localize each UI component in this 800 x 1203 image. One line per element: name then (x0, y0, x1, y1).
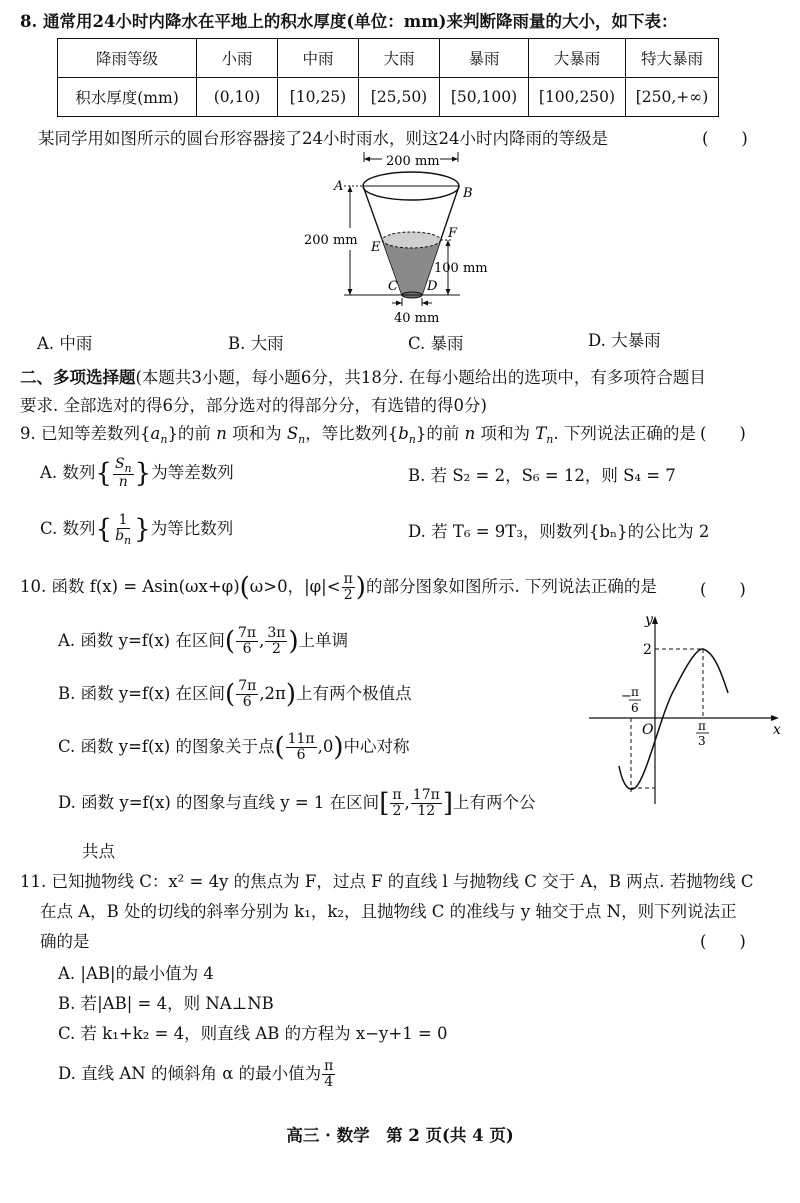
table-cell: 降雨等级 (58, 39, 197, 78)
q11-option-b: B. 若|AB| = 4，则 NA⊥NB (58, 994, 274, 1013)
q10-stem-post: 的部分图象如图所示. 下列说法正确的是 (365, 577, 657, 596)
q9-option-d: D. 若 T₆ = 9T₃，则数列{bₙ}的公比为 2 (408, 522, 710, 541)
q9-option-c-pre: C. 数列 (40, 519, 96, 538)
q9-answer-paren: ( ) (700, 424, 746, 443)
graph-y-label: y (645, 612, 653, 628)
q11-answer-paren: ( ) (700, 932, 746, 951)
table-cell: 暴雨 (440, 39, 529, 78)
q10-answer-paren: ( ) (700, 580, 746, 599)
bottom-width-label: 40 mm (394, 311, 440, 325)
q10-option-d-cont: 共点 (82, 842, 115, 861)
q10-option-a-post: 上单调 (298, 631, 349, 650)
q10-option-c-pre: C. 函数 y=f(x) 的图象关于点 (58, 737, 275, 756)
table-cell: 大雨 (359, 39, 440, 78)
q9-option-b: B. 若 S₂ = 2，S₆ = 12，则 S₄ = 7 (408, 466, 676, 485)
svg-text:6: 6 (631, 701, 639, 715)
q10-option-d-post: 上有两个公 (452, 793, 536, 812)
water-height-label: 100 mm (434, 261, 488, 276)
point-label-a: A (334, 179, 344, 194)
point-label-c: C (388, 279, 398, 294)
q10-option-a: A. 函数 y=f(x) 在区间( $\frac{7\pi}{6}$ , $\frac{3\pi}{2}$ )上单调 (58, 625, 349, 657)
q9-stem-part: }的前 (167, 424, 211, 443)
q9-option-c: C. 数列{ $\frac{1}{b_n}$ }为等比数列 (40, 511, 234, 547)
q10-option-d: D. 函数 y=f(x) 的图象与直线 y = 1 在区间[ $\frac{\pi}{2}$ , $\frac{17\pi}{12}$ ]上有两个公 (58, 787, 536, 819)
q9-option-a-pre: A. 数列 (40, 463, 96, 482)
table-cell: 大暴雨 (529, 39, 626, 78)
q10-option-c-post: 中心对称 (343, 737, 410, 756)
table-row (58, 39, 719, 78)
point-label-b: B (463, 186, 473, 201)
q11-line3: 确的是 (40, 932, 90, 951)
q8-option-b: B. 大雨 (228, 334, 284, 353)
q8-option-c: C. 暴雨 (408, 334, 464, 353)
q11-option-c: C. 若 k₁+k₂ = 4，则直线 AB 的方程为 x−y+1 = 0 (58, 1024, 448, 1043)
table-cell: 中雨 (278, 39, 359, 78)
table-cell: [25,50) (359, 78, 440, 117)
q9-option-c-post: 为等比数列 (150, 519, 234, 538)
svg-text:π: π (698, 719, 706, 733)
q9-stem-part: 项和为 (232, 424, 282, 443)
q9-stem-part: 9. 已知等差数列{ (20, 424, 151, 443)
table-cell: [100,250) (529, 78, 626, 117)
q8-answer-paren: ( ) (702, 129, 748, 148)
top-width-label: 200 mm (386, 154, 440, 169)
q10-option-d-pre: D. 函数 y=f(x) 的图象与直线 y = 1 在区间 (58, 793, 380, 812)
svg-text:−: − (621, 689, 632, 704)
q10-stem: 10. 函数 f(x) = Asin(ωx+φ)(ω>0，|φ|< $\frac{\pi}{2}$ )的部分图象如图所示. 下列说法正确的是 (20, 571, 657, 603)
point-label-d: D (427, 279, 438, 294)
table-cell: [50,100) (440, 78, 529, 117)
q11-line1: 11. 已知抛物线 C：x² = 4y 的焦点为 F，过点 F 的直线 l 与抛物线 C 交于 A，B 两点. 若抛物线 C (20, 872, 754, 891)
section2-line2: 要求. 全部选对的得6分，部分选对的得部分分，有选错的得0分) (20, 396, 487, 415)
q9-option-a-post: 为等差数列 (151, 463, 234, 482)
graph-origin-label: O (642, 722, 654, 738)
page-footer: 高三 · 数学 第 2 页(共 4 页) (286, 1126, 514, 1145)
svg-text:3: 3 (698, 734, 706, 748)
q9-stem-part: ，等比数列{ (305, 424, 399, 443)
q8-line2: 某同学用如图所示的圆台形容器接了24小时雨水，则这24小时内降雨的等级是 (38, 129, 608, 148)
frustum-figure (300, 150, 510, 325)
q11-option-a: A. |AB|的最小值为 4 (58, 964, 214, 983)
q11-line2: 在点 A，B 处的切线的斜率分别为 k₁，k₂，且抛物线 C 的准线与 y 轴交于点 N，则下列说法正 (40, 902, 737, 921)
q10-option-a-pre: A. 函数 y=f(x) 在区间 (58, 631, 225, 650)
q9-stem-part: . 下列说法正确的是 (553, 424, 696, 443)
q10-stem-pre: 10. 函数 f(x) = Asin(ωx+φ) (20, 577, 240, 596)
q8-option-d: D. 大暴雨 (588, 331, 661, 350)
table-cell: 特大暴雨 (626, 39, 719, 78)
q11-option-d: D. 直线 AN 的倾斜角 α 的最小值为 $\frac{\pi}{4}$ (58, 1058, 334, 1090)
table-cell: (0,10) (197, 78, 278, 117)
height-label: 200 mm (304, 233, 358, 248)
q10-option-b-post: 上有两个极值点 (296, 684, 412, 703)
point-label-f: F (448, 226, 458, 241)
rainfall-table (57, 38, 719, 117)
q10-option-c: C. 函数 y=f(x) 的图象关于点( $\frac{11\pi}{6}$ ,0)中心对称 (58, 731, 410, 763)
table-cell: 积水厚度(mm) (58, 78, 197, 117)
section2-header (20, 364, 706, 388)
q10-option-b-pre: B. 函数 y=f(x) 在区间 (58, 684, 226, 703)
table-cell: [250,+∞) (626, 78, 719, 117)
table-cell: 小雨 (197, 39, 278, 78)
section2-line1: (本题共3小题，每小题6分，共18分. 在每小题给出的选项中，有多项符合题目 (135, 368, 706, 387)
q8-option-a: A. 中雨 (37, 334, 93, 353)
graph-ymax-label: 2 (643, 642, 652, 658)
sine-graph (585, 608, 790, 808)
table-cell: [10,25) (278, 78, 359, 117)
q9-option-a: A. 数列{ $\frac{S_n}{n}$ }为等差数列 (40, 455, 234, 491)
table-row (58, 78, 719, 117)
q10-option-b: B. 函数 y=f(x) 在区间( $\frac{7\pi}{6}$ ,2π)上有两个极值点 (58, 678, 412, 710)
graph-x-label: x (773, 722, 781, 738)
q10-stem-cond: ω>0，|φ|< (249, 577, 341, 596)
q9-stem-part: 项和为 (480, 424, 531, 443)
svg-text:π: π (631, 685, 639, 699)
q11-option-d-pre: D. 直线 AN 的倾斜角 α 的最小值为 (58, 1064, 322, 1083)
q8-stem: 8. 通常用24小时内降水在平地上的积水厚度(单位：mm)来判断降雨量的大小，如下表： (20, 12, 678, 31)
section2-title: 二、多项选择题 (20, 368, 136, 387)
point-label-e: E (371, 240, 381, 255)
q9-stem-part: }的前 (415, 424, 460, 443)
q9-stem: 9. 已知等差数列$\{a_n\}$的前 n 项和为 $S_n$，等比数列$\{b_n\}$的前 n 项和为 $T_n$. 下列说法正确的是 (20, 424, 696, 446)
